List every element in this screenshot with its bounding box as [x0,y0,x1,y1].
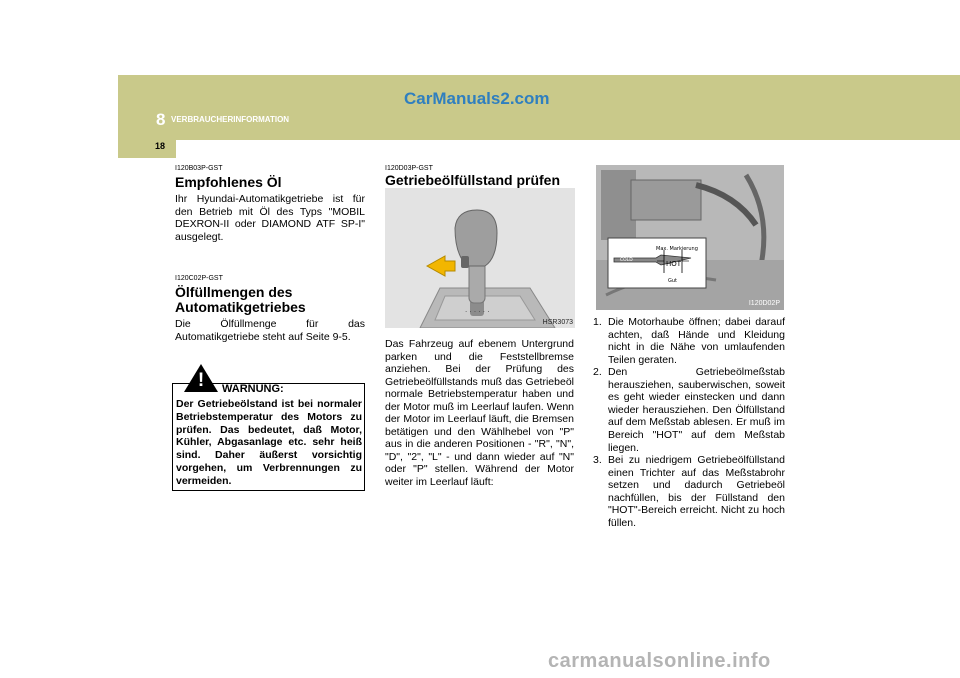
list-item [593,316,785,366]
step-number: 1. [593,316,602,328]
callout-gut: Gut [668,278,678,284]
warning-body: Der Getriebeölstand ist bei normaler Betriebstemperatur des Motors zu prüfen. Das bedeutet, daß Motor, Kühler, Abgasanlage etc. sehr heiß sind. Daher äußerst vorsichtig vorgehen, um Verbrennungen zu vermeiden. [176,398,362,487]
image-label: HSR3073 [542,319,573,326]
engine-bay-drawing [596,165,784,310]
page-tab [118,140,176,158]
warning-title: WARNUNG: [222,383,284,395]
chapter-title: VERBRAUCHERINFORMATION [171,115,290,124]
page-number: 18 [155,141,166,151]
step-text: Den Getriebeölmeßstab herausziehen, sauberwischen, soweit es geht wieder einstecken und dann wieder herausziehen. Den Ölfüllstand auf dem Meßstab ablesen. Er muß im Bereich "HOT" auf dem Meßstab liegen. [608,366,785,454]
callout-hot: HOT [666,260,682,268]
section2-body: Die Ölfüllmenge für das Automatikgetriebe steht auf Seite 9-5. [175,318,365,343]
section2-title-line1: Ölfüllmengen des [175,284,293,300]
gear-shift-drawing [385,188,575,328]
section2-title-line2: Automatikgetriebes [175,299,306,315]
chapter-number: 8 [156,110,166,129]
step-number: 3. [593,454,602,466]
watermark-link[interactable]: CarManuals2.com [404,89,550,108]
gear-shift-illustration [385,188,575,328]
engine-bay-illustration [596,165,784,310]
list-item [593,454,785,530]
section1-body: Ihr Hyundai-Automatikgetriebe ist für den Betrieb mit Öl des Typs "MOBIL DEXRON-II oder DIAMOND ATF SP-I" ausgelegt. [175,193,365,243]
step-text: Bei zu niedrigem Getriebeölfüllstand einen Trichter auf das Meßstabrohr setzen und dadurch Getriebeöl nachfüllen, bis der Füllstand den "HOT"-Bereich erreicht. Nicht zu hoch füllen. [608,454,785,529]
callout-cold: COLD [620,258,633,263]
exclamation-icon: ! [197,370,205,391]
section3-code: I120D03P-GST [385,165,433,172]
step-text: Die Motorhaube öffnen; dabei darauf achten, daß Hände und Kleidung nicht in die Nähe von umlaufenden Teilen geraten. [608,316,785,366]
footer-watermark: carmanualsonline.info [548,650,771,672]
section1-code: I120B03P-GST [175,165,223,172]
section2-code: I120C02P-GST [175,275,223,282]
list-item [593,366,785,454]
section3-title: Getriebeölfüllstand prüfen [385,172,561,188]
section1-title: Empfohlenes Öl [175,174,282,190]
image-label: I120D02P [748,300,780,307]
section3-body: Das Fahrzeug auf ebenem Untergrund parken und die Feststellbremse anziehen. Bei der Prüfung des Getriebeölfüllstands muß das Getriebeöl normale Betriebstemperatur haben und der Motor muß im Leerlauf laufen. Wenn der Motor im Leerlauf läuft, die Bremsen betätigen und den Wählhebel von "P" aus in die anderen Positionen - "R", "N", "D", "2", "L" - und dann wieder auf "N" oder "P" stellen. Während der Motor weiter im Leerlauf läuft: [385,338,574,488]
step-number: 2. [593,366,602,378]
callout-max: Max. Markierung [656,246,698,252]
svg-text:· · · · · ·: · · · · · · [465,308,490,316]
